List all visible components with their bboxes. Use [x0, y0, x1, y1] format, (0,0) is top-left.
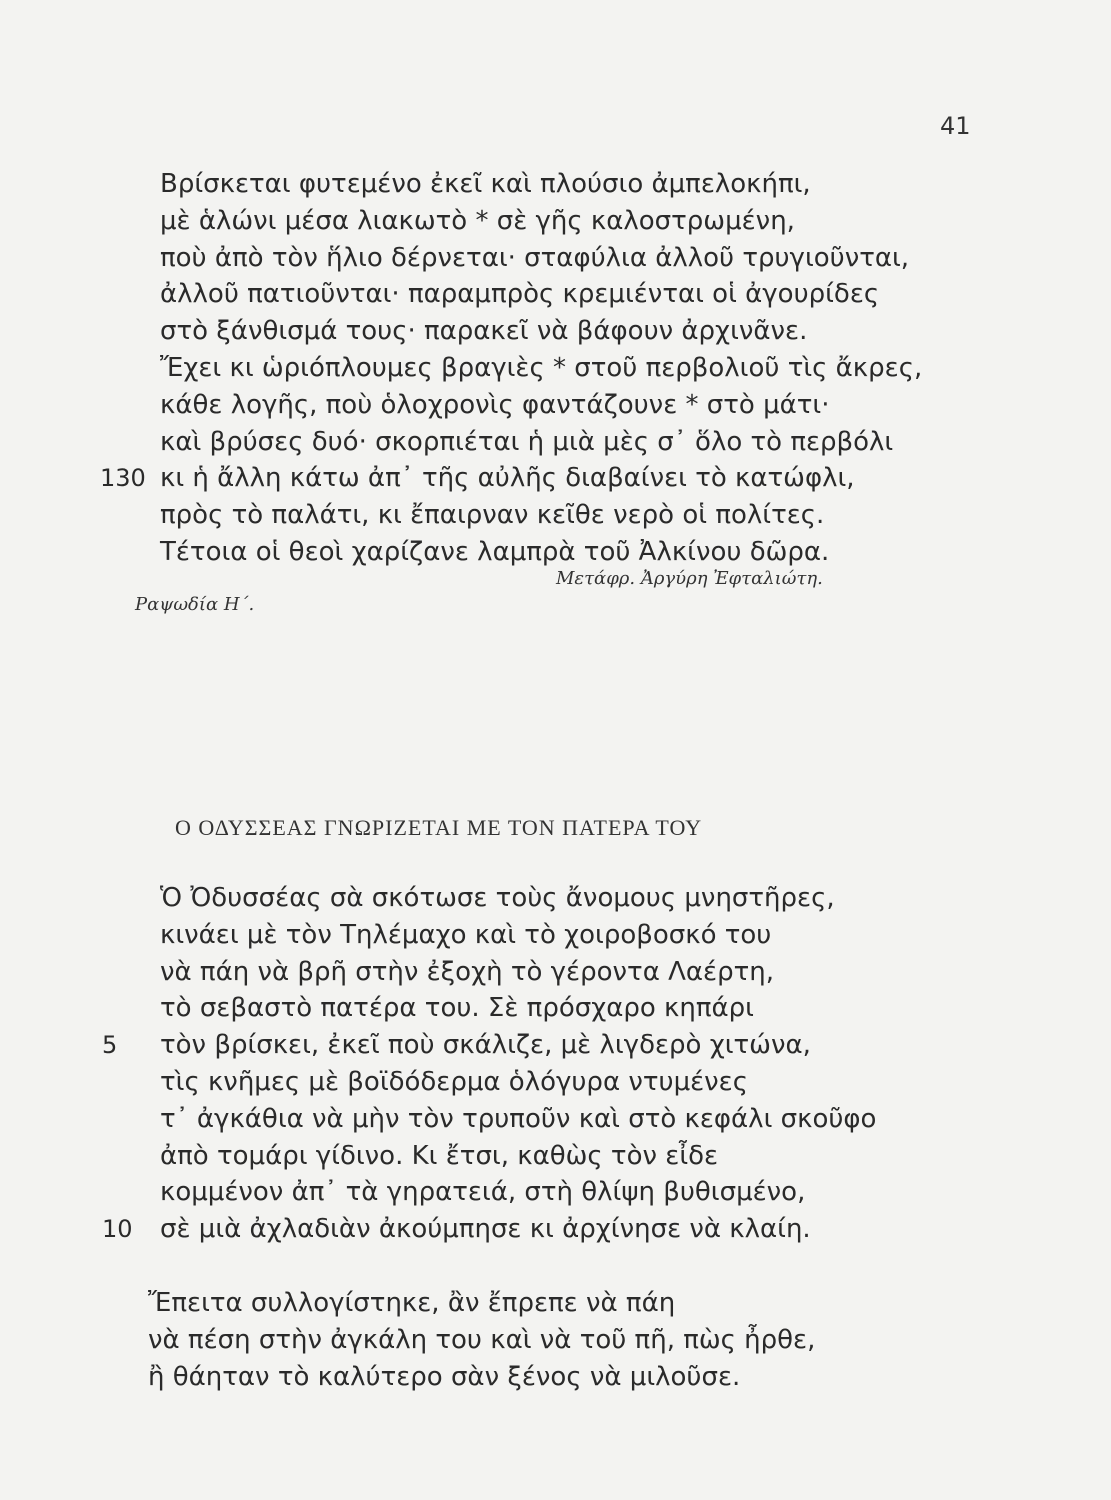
verse-text: τὶς κνῆμες μὲ βοϊδόδερμα ὁλόγυρα ντυμένες — [160, 1066, 748, 1097]
verse-text: τὸν βρίσκει, ἐκεῖ ποὺ σκάλιζε, μὲ λιγδερὸ χιτώνα, — [160, 1030, 811, 1061]
verse-text: τ᾽ ἀγκάθια νὰ μὴν τὸν τρυποῦν καὶ στὸ κεφάλι σκοῦφο — [160, 1103, 877, 1134]
verse-line — [160, 497, 922, 534]
line-number: 10 — [102, 1215, 133, 1244]
verse-line — [148, 1322, 815, 1359]
rhapsody-label: Ραψωδία Η΄. — [135, 594, 255, 615]
verse-text: Τέτοια οἱ θεοὶ χαρίζανε λαμπρὰ τοῦ Ἀλκίνου δῶρα. — [160, 536, 830, 567]
verse-text: νὰ πάη νὰ βρῆ στὴν ἐξοχὴ τὸ γέροντα Λαέρτη, — [160, 956, 774, 987]
verse-line — [160, 276, 922, 313]
verse-line — [160, 387, 922, 424]
verse-text: Ὁ Ὀδυσσέας σὰ σκότωσε τοὺς ἄνομους μνηστῆρες, — [160, 883, 835, 913]
section-heading: Ο ΟΔΥΣΣΕΑΣ ΓΝΩΡΙΖΕΤΑΙ ΜΕ ΤΟΝ ΠΑΤΕΡΑ ΤΟΥ — [175, 815, 703, 840]
verse-line — [160, 203, 922, 240]
verse-text: ποὺ ἀπὸ τὸν ἥλιο δέρνεται· σταφύλια ἀλλοῦ τρυγιοῦνται, — [160, 242, 910, 273]
verse-line — [160, 880, 876, 917]
verse-line — [160, 1138, 876, 1175]
verse-text: νὰ πέση στὴν ἀγκάλη του καὶ νὰ τοῦ πῆ, πὼς ἦρθε, — [148, 1324, 816, 1355]
verse-line — [102, 1027, 876, 1064]
verse-line — [100, 460, 922, 497]
verse-line — [160, 1101, 876, 1138]
page-number: 41 — [940, 112, 971, 140]
verse-text: κινάει μὲ τὸν Τηλέμαχο καὶ τὸ χοιροβοσκό του — [160, 919, 772, 950]
verse-text: τὸ σεβαστὸ πατέρα του. Σὲ πρόσχαρο κηπάρι — [160, 993, 754, 1024]
verse-line — [160, 166, 922, 203]
verse-text: πρὸς τὸ παλάτι, κι ἔπαιρναν κεῖθε νερὸ οἱ πολίτες. — [160, 500, 825, 531]
verse-line — [148, 1359, 815, 1396]
verse-text: καὶ βρύσες δυό· σκορπιέται ἡ μιὰ μὲς σ᾽ ὅλο τὸ περβόλι — [160, 426, 894, 457]
verse-text: ἀπὸ τομάρι γίδινο. Κι ἔτσι, καθὼς τὸν εἶδε — [160, 1140, 719, 1171]
verse-text: στὸ ξάνθισμά τους· παρακεῖ νὰ βάφουν ἀρχινᾶνε. — [160, 316, 808, 347]
verse-text: Ἔπειτα συλλογίστηκε, ἂν ἔπρεπε νὰ πάη — [148, 1288, 676, 1318]
verse-line — [160, 1064, 876, 1101]
line-number: 130 — [100, 464, 146, 493]
verse-text: κι ἡ ἄλλη κάτω ἀπ᾽ τῆς αὐλῆς διαβαίνει τὸ κατώφλι, — [160, 463, 855, 494]
verse-line — [160, 954, 876, 991]
verse-line — [160, 1174, 876, 1211]
verse-text: Ἔχει κι ὡριόπλουμες βραγιὲς * στοῦ περβολιοῦ τὶς ἄκρες, — [160, 352, 923, 383]
poem-stanza-2 — [102, 880, 877, 1248]
verse-text: κομμένον ἀπ᾽ τὰ γηρατειά, στὴ θλίψη βυθισμένο, — [160, 1177, 806, 1208]
poem-stanza-3 — [148, 1285, 815, 1395]
verse-line — [160, 917, 876, 954]
line-number: 5 — [102, 1031, 118, 1060]
verse-line — [160, 534, 922, 571]
verse-line — [160, 313, 922, 350]
verse-line — [160, 990, 876, 1027]
verse-line — [160, 424, 922, 461]
verse-text: κάθε λογῆς, ποὺ ὁλοχρονὶς φαντάζουνε * στὸ μάτι· — [160, 389, 830, 420]
verse-text: σὲ μιὰ ἀχλαδιὰν ἀκούμπησε κι ἀρχίνησε νὰ κλαίη. — [160, 1214, 811, 1245]
verse-line — [160, 350, 922, 387]
verse-line — [160, 240, 922, 277]
verse-line — [148, 1285, 815, 1322]
poem-stanza-1 — [100, 166, 923, 571]
verse-text: Βρίσκεται φυτεμένο ἐκεῖ καὶ πλούσιο ἀμπελοκήπι, — [160, 169, 811, 199]
verse-line — [102, 1211, 876, 1248]
translator-credit: Μετάφρ. Ἀργύρη Ἐφταλιώτη. — [556, 568, 823, 589]
verse-text: ἀλλοῦ πατιοῦνται· παραμπρὸς κρεμιένται οἱ ἀγουρίδες — [160, 279, 880, 310]
verse-text: ἢ θάηταν τὸ καλύτερο σὰν ξένος νὰ μιλοῦσε. — [148, 1361, 741, 1392]
verse-text: μὲ ἁλώνι μέσα λιακωτὸ * σὲ γῆς καλοστρωμένη, — [160, 205, 795, 236]
